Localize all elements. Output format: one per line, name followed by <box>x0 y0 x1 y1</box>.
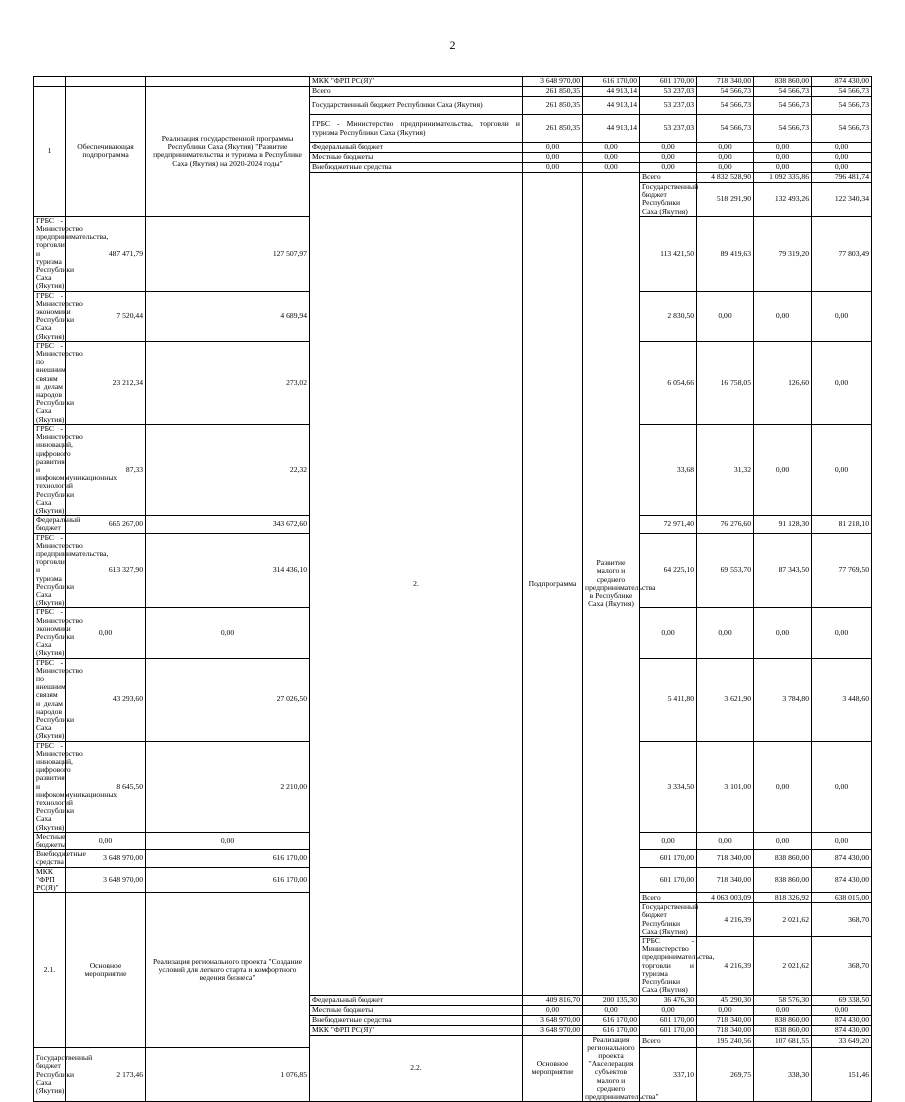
item-number-cell: 2.2. <box>310 1035 523 1102</box>
funding-source-cell: ГРБС - Министерство предпринимательства, торговли и туризма Республики Саха (Якутия) <box>310 115 523 143</box>
year-amount-cell: 718 340,00 <box>697 1015 754 1025</box>
year-amount-cell: 1 076,85 <box>146 1048 310 1102</box>
year-amount-cell: 0,00 <box>583 143 640 153</box>
funding-source-cell: Федеральный бюджет <box>310 995 523 1005</box>
year-amount-cell: 3 101,00 <box>697 741 754 832</box>
year-amount-cell: 3 621,90 <box>697 658 754 741</box>
year-amount-cell: 0,00 <box>697 163 754 173</box>
item-type-cell: Обеспечивающая подпрограмма <box>66 87 146 217</box>
year-amount-cell: 0,00 <box>812 1005 872 1015</box>
funding-source-cell: Местные бюджеты <box>34 832 66 849</box>
year-amount-cell: 368,70 <box>812 937 872 995</box>
year-amount-cell: 122 340,34 <box>812 183 872 217</box>
year-amount-cell: 2 210,00 <box>146 741 310 832</box>
year-amount-cell: 874 430,00 <box>812 850 872 867</box>
item-type-cell: Основное мероприятие <box>66 893 146 1048</box>
year-amount-cell: 44 913,14 <box>583 97 640 115</box>
total-amount-cell: 3 648 970,00 <box>66 850 146 867</box>
year-amount-cell: 107 681,55 <box>754 1035 812 1048</box>
table-row <box>34 77 872 87</box>
funding-source-cell: ГРБС - Министерство предпринимательства, торговли и туризма Республики Саха (Якутия) <box>640 937 697 995</box>
funding-source-cell: ГРБС - Министерство инноваций, цифрового развития и инфокоммуникационных технологий Республики Саха (Якутия) <box>34 424 66 515</box>
year-amount-cell: 0,00 <box>754 291 812 341</box>
total-amount-cell: 4 216,39 <box>697 903 754 937</box>
year-amount-cell: 54 566,73 <box>812 97 872 115</box>
funding-source-cell: Государственный бюджет Республики Саха (Якутия) <box>34 1048 66 1102</box>
item-number-cell: 1 <box>34 87 66 217</box>
year-amount-cell: 54 566,73 <box>754 97 812 115</box>
year-amount-cell: 33,68 <box>640 424 697 515</box>
year-amount-cell: 0,00 <box>697 291 754 341</box>
year-amount-cell: 0,00 <box>812 741 872 832</box>
funding-source-cell: Всего <box>310 87 523 97</box>
funding-source-cell: ГРБС - Министерство предпринимательства, торговли и туризма Республики Саха (Якутия) <box>34 533 66 608</box>
total-amount-cell: 3 648 970,00 <box>523 1015 583 1025</box>
funding-source-cell: Внебюджетные средства <box>310 1015 523 1025</box>
year-amount-cell: 6 054,66 <box>640 341 697 424</box>
total-amount-cell: 195 240,56 <box>697 1035 754 1048</box>
year-amount-cell: 44 913,14 <box>583 115 640 143</box>
year-amount-cell: 874 430,00 <box>812 1015 872 1025</box>
funding-source-cell: Местные бюджеты <box>310 1005 523 1015</box>
year-amount-cell: 54 566,73 <box>697 115 754 143</box>
year-amount-cell: 0,00 <box>754 163 812 173</box>
year-amount-cell: 127 507,97 <box>146 216 310 291</box>
year-amount-cell: 0,00 <box>146 832 310 849</box>
year-amount-cell: 616 170,00 <box>583 77 640 87</box>
funding-source-cell: МКК "ФРП РС(Я)" <box>310 77 523 87</box>
total-amount-cell: 2 173,46 <box>66 1048 146 1102</box>
year-amount-cell: 3 334,50 <box>640 741 697 832</box>
year-amount-cell: 838 860,00 <box>754 77 812 87</box>
total-amount-cell: 7 520,44 <box>66 291 146 341</box>
year-amount-cell: 53 237,03 <box>640 97 697 115</box>
year-amount-cell: 0,00 <box>754 143 812 153</box>
item-number-cell <box>34 77 66 87</box>
year-amount-cell: 31,32 <box>697 424 754 515</box>
year-amount-cell: 0,00 <box>754 608 812 658</box>
year-amount-cell: 718 340,00 <box>697 77 754 87</box>
funding-source-cell: ГРБС - Министерство по внешним связям и делам народов Республики Саха (Якутия) <box>34 658 66 741</box>
funding-source-cell: Местные бюджеты <box>310 153 523 163</box>
year-amount-cell: 0,00 <box>697 608 754 658</box>
total-amount-cell: 23 212,34 <box>66 341 146 424</box>
year-amount-cell: 338,30 <box>754 1048 812 1102</box>
year-amount-cell: 368,70 <box>812 903 872 937</box>
total-amount-cell: 4 216,39 <box>697 937 754 995</box>
year-amount-cell: 33 649,20 <box>812 1035 872 1048</box>
total-amount-cell: 518 291,90 <box>697 183 754 217</box>
year-amount-cell: 874 430,00 <box>812 1025 872 1035</box>
year-amount-cell: 0,00 <box>754 741 812 832</box>
year-amount-cell: 314 436,10 <box>146 533 310 608</box>
funding-source-cell: Государственный бюджет Республики Саха (Якутия) <box>640 183 697 217</box>
item-title-cell: Реализация регионального проекта "Создание условий для легкого старта и комфортного ведения бизнеса" <box>146 893 310 1048</box>
year-amount-cell: 76 276,60 <box>697 516 754 533</box>
year-amount-cell: 0,00 <box>812 424 872 515</box>
year-amount-cell: 601 170,00 <box>640 77 697 87</box>
item-title-cell: Развитие малого и среднего предпринимательства в Республике Саха (Якутия) <box>583 173 640 996</box>
funding-source-cell: Государственный бюджет Республики Саха (Якутия) <box>310 97 523 115</box>
year-amount-cell: 54 566,73 <box>697 87 754 97</box>
total-amount-cell: 665 267,00 <box>66 516 146 533</box>
year-amount-cell: 0,00 <box>754 832 812 849</box>
year-amount-cell: 2 021,62 <box>754 937 812 995</box>
page-number: 2 <box>449 38 456 52</box>
year-amount-cell: 0,00 <box>697 1005 754 1015</box>
total-amount-cell: 0,00 <box>523 153 583 163</box>
year-amount-cell: 79 319,20 <box>754 216 812 291</box>
year-amount-cell: 0,00 <box>697 143 754 153</box>
total-amount-cell: 3 648 970,00 <box>66 867 146 893</box>
funding-source-cell: Всего <box>640 173 697 183</box>
year-amount-cell: 53 237,03 <box>640 115 697 143</box>
year-amount-cell: 616 170,00 <box>146 850 310 867</box>
year-amount-cell: 0,00 <box>146 608 310 658</box>
funding-source-cell: ГРБС - Министерство инноваций, цифрового развития и инфокоммуникационных технологий Республики Саха (Якутия) <box>34 741 66 832</box>
year-amount-cell: 44 913,14 <box>583 87 640 97</box>
year-amount-cell: 718 340,00 <box>697 850 754 867</box>
year-amount-cell: 718 340,00 <box>697 1025 754 1035</box>
item-title-cell: Реализация государственной программы Республики Саха (Якутия) "Развитие предпринимательства и туризма в Республике Саха (Якутия) на 2020-2024 годы" <box>146 87 310 217</box>
year-amount-cell: 126,60 <box>754 341 812 424</box>
year-amount-cell: 0,00 <box>583 163 640 173</box>
year-amount-cell: 69 553,70 <box>697 533 754 608</box>
year-amount-cell: 601 170,00 <box>640 850 697 867</box>
year-amount-cell: 45 290,30 <box>697 995 754 1005</box>
year-amount-cell: 58 576,30 <box>754 995 812 1005</box>
year-amount-cell: 0,00 <box>640 143 697 153</box>
total-amount-cell: 4 832 528,90 <box>697 173 754 183</box>
year-amount-cell: 601 170,00 <box>640 1015 697 1025</box>
year-amount-cell: 838 860,00 <box>754 1015 812 1025</box>
funding-source-cell: Внебюджетные средства <box>34 850 66 867</box>
year-amount-cell: 2 830,50 <box>640 291 697 341</box>
year-amount-cell: 616 170,00 <box>583 1015 640 1025</box>
funding-source-cell: МКК "ФРП РС(Я)" <box>34 867 66 893</box>
year-amount-cell: 601 170,00 <box>640 1025 697 1035</box>
item-type-cell: Основное мероприятие <box>523 1035 583 1102</box>
year-amount-cell: 1 092 335,86 <box>754 173 812 183</box>
item-type-cell: Подпрограмма <box>523 173 583 996</box>
year-amount-cell: 27 026,50 <box>146 658 310 741</box>
year-amount-cell: 0,00 <box>812 163 872 173</box>
year-amount-cell: 718 340,00 <box>697 867 754 893</box>
year-amount-cell: 72 971,40 <box>640 516 697 533</box>
year-amount-cell: 0,00 <box>812 153 872 163</box>
total-amount-cell: 0,00 <box>66 832 146 849</box>
funding-source-cell: ГРБС - Министерство предпринимательства, торговли и туризма Республики Саха (Якутия) <box>34 216 66 291</box>
year-amount-cell: 0,00 <box>640 1005 697 1015</box>
funding-source-cell: Всего <box>640 1035 697 1048</box>
year-amount-cell: 0,00 <box>583 1005 640 1015</box>
year-amount-cell: 0,00 <box>640 608 697 658</box>
year-amount-cell: 874 430,00 <box>812 77 872 87</box>
total-amount-cell: 261 850,35 <box>523 97 583 115</box>
total-amount-cell: 261 850,35 <box>523 87 583 97</box>
year-amount-cell: 22,32 <box>146 424 310 515</box>
funding-source-cell: МКК "ФРП РС(Я)" <box>310 1025 523 1035</box>
year-amount-cell: 69 338,50 <box>812 995 872 1005</box>
year-amount-cell: 0,00 <box>812 832 872 849</box>
total-amount-cell: 4 063 003,09 <box>697 893 754 903</box>
item-type-cell <box>66 77 146 87</box>
year-amount-cell: 54 566,73 <box>812 115 872 143</box>
total-amount-cell: 261 850,35 <box>523 115 583 143</box>
year-amount-cell: 638 015,00 <box>812 893 872 903</box>
total-amount-cell: 43 293,60 <box>66 658 146 741</box>
year-amount-cell: 2 021,62 <box>754 903 812 937</box>
year-amount-cell: 54 566,73 <box>754 115 812 143</box>
year-amount-cell: 337,10 <box>640 1048 697 1102</box>
total-amount-cell: 0,00 <box>66 608 146 658</box>
financing-table <box>33 76 872 1102</box>
year-amount-cell: 0,00 <box>812 608 872 658</box>
year-amount-cell: 0,00 <box>754 424 812 515</box>
year-amount-cell: 54 566,73 <box>754 87 812 97</box>
funding-source-cell: Государственный бюджет Республики Саха (Якутия) <box>640 903 697 937</box>
year-amount-cell: 0,00 <box>812 341 872 424</box>
total-amount-cell: 3 648 970,00 <box>523 1025 583 1035</box>
funding-source-cell: Федеральный бюджет <box>34 516 66 533</box>
year-amount-cell: 343 672,60 <box>146 516 310 533</box>
year-amount-cell: 54 566,73 <box>812 87 872 97</box>
year-amount-cell: 838 860,00 <box>754 850 812 867</box>
year-amount-cell: 77 769,50 <box>812 533 872 608</box>
year-amount-cell: 36 476,30 <box>640 995 697 1005</box>
year-amount-cell: 3 784,80 <box>754 658 812 741</box>
table-body <box>34 77 872 1102</box>
year-amount-cell: 874 430,00 <box>812 867 872 893</box>
year-amount-cell: 151,46 <box>812 1048 872 1102</box>
total-amount-cell: 613 327,90 <box>66 533 146 608</box>
year-amount-cell: 0,00 <box>812 143 872 153</box>
year-amount-cell: 838 860,00 <box>754 1025 812 1035</box>
total-amount-cell: 87,33 <box>66 424 146 515</box>
total-amount-cell: 8 645,50 <box>66 741 146 832</box>
year-amount-cell: 273,02 <box>146 341 310 424</box>
year-amount-cell: 0,00 <box>697 832 754 849</box>
year-amount-cell: 269,75 <box>697 1048 754 1102</box>
year-amount-cell: 0,00 <box>640 153 697 163</box>
year-amount-cell: 81 218,10 <box>812 516 872 533</box>
year-amount-cell: 0,00 <box>754 1005 812 1015</box>
year-amount-cell: 818 326,92 <box>754 893 812 903</box>
year-amount-cell: 0,00 <box>583 153 640 163</box>
year-amount-cell: 5 411,80 <box>640 658 697 741</box>
total-amount-cell: 0,00 <box>523 163 583 173</box>
year-amount-cell: 87 343,50 <box>754 533 812 608</box>
year-amount-cell: 616 170,00 <box>146 867 310 893</box>
year-amount-cell: 3 448,60 <box>812 658 872 741</box>
year-amount-cell: 77 803,49 <box>812 216 872 291</box>
year-amount-cell: 0,00 <box>754 153 812 163</box>
item-number-cell: 2. <box>310 173 523 996</box>
total-amount-cell: 0,00 <box>523 143 583 153</box>
total-amount-cell: 3 648 970,00 <box>523 77 583 87</box>
funding-source-cell: ГРБС - Министерство экономики Республики Саха (Якутия) <box>34 608 66 658</box>
year-amount-cell: 796 481,74 <box>812 173 872 183</box>
item-title-cell <box>146 77 310 87</box>
funding-source-cell: Федеральный бюджет <box>310 143 523 153</box>
year-amount-cell: 0,00 <box>812 291 872 341</box>
year-amount-cell: 601 170,00 <box>640 867 697 893</box>
year-amount-cell: 89 419,63 <box>697 216 754 291</box>
year-amount-cell: 16 758,05 <box>697 341 754 424</box>
total-amount-cell: 409 816,70 <box>523 995 583 1005</box>
year-amount-cell: 838 860,00 <box>754 867 812 893</box>
table-row <box>34 87 872 97</box>
item-number-cell: 2.1. <box>34 893 66 1048</box>
funding-source-cell: Внебюджетные средства <box>310 163 523 173</box>
year-amount-cell: 616 170,00 <box>583 1025 640 1035</box>
year-amount-cell: 113 421,50 <box>640 216 697 291</box>
item-title-cell: Реализация регионального проекта "Акселерация субъектов малого и среднего предпринимательства" <box>583 1035 640 1102</box>
funding-source-cell: ГРБС - Министерство экономики Республики Саха (Якутия) <box>34 291 66 341</box>
year-amount-cell: 64 225,10 <box>640 533 697 608</box>
total-amount-cell: 487 471,79 <box>66 216 146 291</box>
year-amount-cell: 54 566,73 <box>697 97 754 115</box>
funding-source-cell: Всего <box>640 893 697 903</box>
year-amount-cell: 91 128,30 <box>754 516 812 533</box>
year-amount-cell: 132 493,26 <box>754 183 812 217</box>
year-amount-cell: 4 689,94 <box>146 291 310 341</box>
year-amount-cell: 0,00 <box>697 153 754 163</box>
year-amount-cell: 200 135,30 <box>583 995 640 1005</box>
year-amount-cell: 53 237,03 <box>640 87 697 97</box>
year-amount-cell: 0,00 <box>640 832 697 849</box>
year-amount-cell: 0,00 <box>640 163 697 173</box>
funding-source-cell: ГРБС - Министерство по внешним связям и делам народов Республики Саха (Якутия) <box>34 341 66 424</box>
total-amount-cell: 0,00 <box>523 1005 583 1015</box>
